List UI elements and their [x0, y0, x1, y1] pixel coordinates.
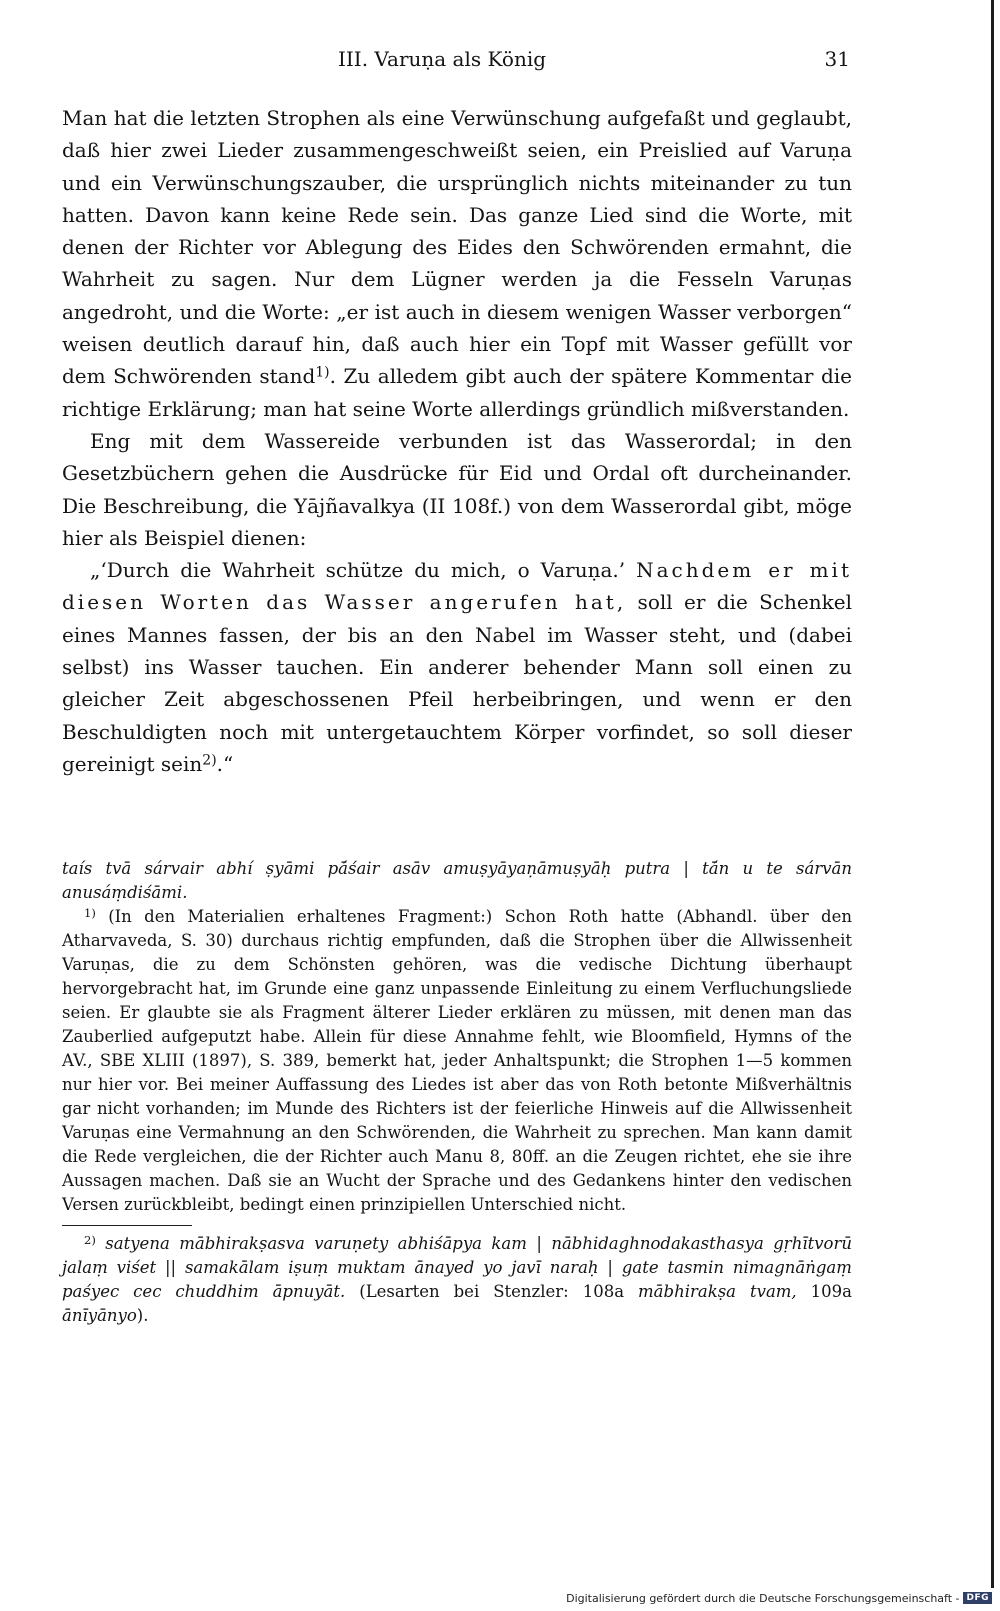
quotation-paragraph [62, 554, 852, 780]
dfg-logo: DFG [963, 1592, 992, 1604]
paragraph-1 [62, 102, 852, 425]
paragraph-2: Eng mit dem Wassereide verbunden ist das Wasserordal; in den Gesetzbüchern gehen die Ausdrücke für Eid und Ordal oft durcheinander. Die Beschreibung, die Yājñavalkya (II 108f.) von dem Wasserordal gibt, möge hier als Beispiel dienen: [62, 428, 852, 550]
footnote-divider [62, 1225, 192, 1226]
page-edge-line [991, 0, 994, 1588]
footnote-ref-1: 1) [315, 365, 330, 382]
page-header [0, 47, 1000, 77]
footnote-1 [62, 905, 852, 1217]
footnote-1-marker: 1) [84, 905, 96, 920]
footnote-ref-2: 2) [202, 752, 217, 769]
main-text [62, 102, 852, 780]
quote-open: „‘Durch die Wahrheit schütze du mich, o Varuṇa.’ [90, 558, 637, 583]
footnote-continuation-text: taís tvā sárvair abhí ṣyāmi pā́śair asāv amuṣyāyaṇāmuṣyāḥ putra | tā́n u te sárvān anusáṃdiśāmi. [62, 859, 852, 902]
footnote-continuation [62, 857, 852, 905]
quote-text: soll er die Schenkel eines Mannes fassen, der bis an den Nabel im Wasser steht, und (dabei selbst) ins Wasser tauchen. Ein anderer behender Mann soll einen zu gleicher Zeit abgeschossenen Pfeil herbeibringen, und wenn er den Beschuldigten noch mit untergetauchtem Körper vorfindet, so soll dieser gereinigt sein [62, 590, 852, 776]
footer-text: Digitalisierung gefördert durch die Deutsche Forschungsgemeinschaft - [566, 1591, 960, 1605]
footnote-2-close: ). [136, 1306, 149, 1325]
footnote-1-text: (In den Materialien erhaltenes Fragment:) Schon Roth hatte (Abhandl. über den Atharvaveda, S. 30) durchaus richtig empfunden, daß die Strophen über die Allwissenheit Varuṇas, die zu dem Schönsten gehören, was die vedische Dichtung überhaupt hervorgebracht hat, im Grunde eine ganz unpassende Einleitung zu einem Verfluchungsliede seien. Er glaubte sie als Fragment älterer Lieder erklären zu müssen, mit denen man das Zauberlied aufgeputzt habe. Allein für diese Annahme fehlt, wie Bloomfield, Hymns of the AV., SBE XLIII (1897), S. 389, bemerkt hat, jeder Anhaltspunkt; die Strophen 1—5 kommen nur hier vor. Bei meiner Auffassung des Liedes ist aber das von Roth betonte Mißverhältnis gar nicht vorhanden; im Munde des Richters ist der feierliche Hinweis auf die Allwissenheit Varuṇas eine Vermahnung an den Schwörenden, die Wahrheit zu sprechen. Man kann damit die Rede vergleichen, die der Richter auch Manu 8, 80ff. an die Zeugen richtet, ehe sie ihre Aussagen machen. Daß sie an Wucht der Sprache und des Gedankens hinter den vedischen Versen zurückbleibt, bedingt einen prinzipiellen Unterschied nicht. [62, 907, 852, 1214]
footnotes [62, 857, 852, 1328]
footnote-2-variant-1: mābhirakṣa tvam, [638, 1282, 797, 1301]
digitization-footer [566, 1588, 992, 1608]
running-head: III. Varuṇa als König [338, 47, 547, 71]
footnote-2-variants-intro: (Lesarten bei Stenzler: 108a [345, 1282, 639, 1301]
footnote-2-sanskrit: satyena mābhirakṣasva varuṇety abhiśāpya kam | nābhidaghnodakasthasya gṛhītvorū jalaṃ viśet || samakālam iṣuṃ muktam ānayed yo javī naraḥ | gate tasmin nimagnāṅgaṃ paśyec cec chuddhim āpnuyāt. [62, 1234, 852, 1301]
footnote-2-marker: 2) [84, 1232, 96, 1247]
footnote-2 [62, 1232, 852, 1328]
quote-close: .“ [216, 751, 234, 776]
footnote-2-variant-sep: 109a [796, 1282, 853, 1301]
quote-spaced-text: Nachdem er mit diesen Worten das Wasser angerufen hat, [62, 558, 852, 615]
paragraph-1-tail: . Zu alledem gibt auch der spätere Kommentar die richtige Erklärung; man hat seine Worte allerdings gründlich mißverstanden. [62, 364, 852, 421]
paragraph-1-text: Man hat die letzten Strophen als eine Verwünschung aufgefaßt und geglaubt, daß hier zwei Lieder zusammengeschweißt seien, ein Preislied auf Varuṇa und ein Verwünschungszauber, die ursprünglich nichts miteinander zu tun hatten. Davon kann keine Rede sein. Das ganze Lied sind die Worte, mit denen der Richter vor Ablegung des Eides den Schwörenden ermahnt, die Wahrheit zu sagen. Nur dem Lügner werden ja die Fesseln Varuṇas angedroht, und die Worte: „er ist auch in diesem wenigen Wasser verborgen“ weisen deutlich darauf hin, daß auch hier ein Topf mit Wasser gefüllt vor dem Schwörenden stand [62, 106, 852, 389]
footnote-2-variant-2: ānīyānyo [62, 1306, 137, 1325]
page-number: 31 [824, 47, 850, 71]
